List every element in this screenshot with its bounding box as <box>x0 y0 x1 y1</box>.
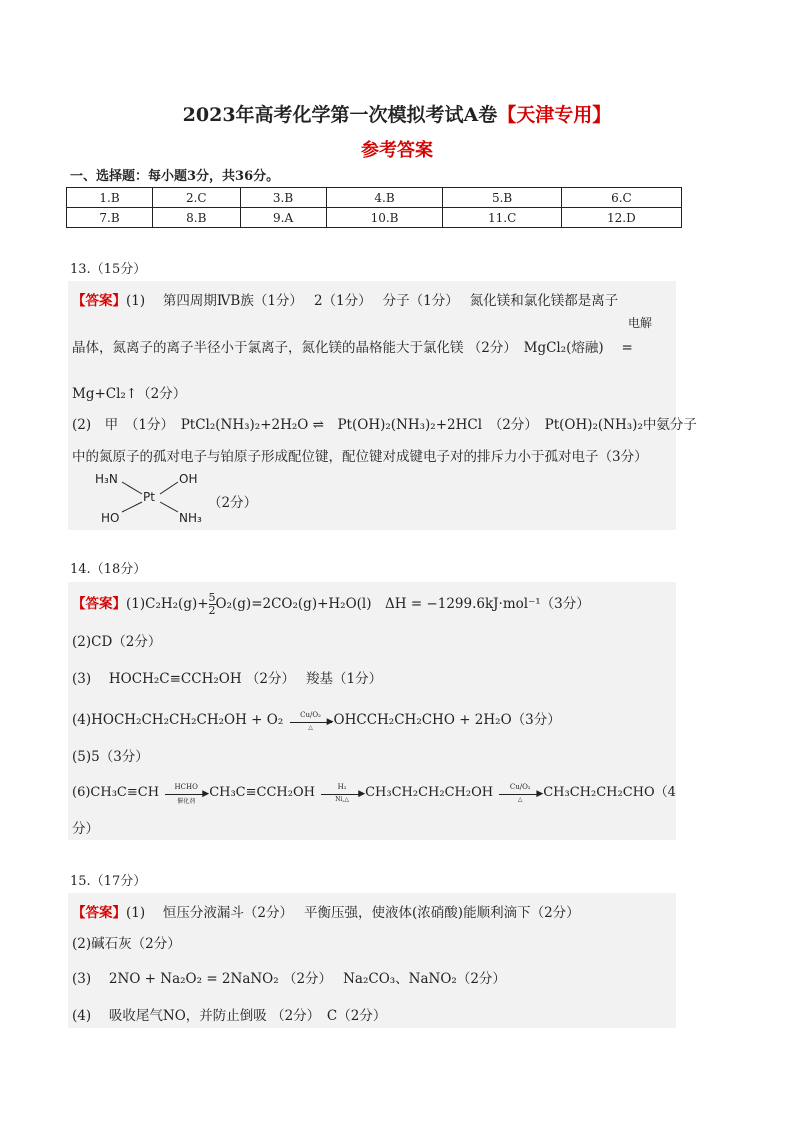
q14-l4-products: OHCCH₂CH₂CHO + 2H₂O（3分） <box>333 712 561 728</box>
arrow-head-icon: ▶ <box>358 788 366 799</box>
answer-table <box>66 187 682 228</box>
q14-line3: (3) HOCH₂C≡CCH₂OH （2分） 羧基（1分） <box>72 671 383 687</box>
ligand-tr: OH <box>179 472 198 486</box>
arrow-condition: HCHO <box>174 782 198 791</box>
q13-line1 <box>72 289 618 309</box>
table-cell: 2.C <box>153 188 241 208</box>
fraction-denominator: 2 <box>208 604 216 617</box>
reaction-arrow <box>319 782 366 803</box>
section1-heading: 一、选择题：每小题3分，共36分。 <box>70 169 280 184</box>
arrow-condition: Cu/O₂ <box>509 782 531 791</box>
q13-line1-text: (1) 第四周期ⅣB族（1分） 2（1分） 分子（1分） 氮化镁和氯化镁都是离子 <box>126 293 619 309</box>
arrow-under: △ <box>517 795 523 803</box>
bond-line <box>160 482 178 494</box>
ligand-br: NH₃ <box>179 511 202 525</box>
table-cell: 10.B <box>326 208 443 228</box>
q14-number: 14.（18分） <box>70 562 147 577</box>
table-row <box>67 208 682 228</box>
q15-number: 15.（17分） <box>70 874 147 889</box>
q14-line7: 分） <box>72 821 99 837</box>
arrow-shaft <box>290 722 332 723</box>
arrow-shaft <box>165 794 207 795</box>
q14-line1 <box>72 592 590 617</box>
table-cell: 12.D <box>561 208 681 228</box>
q14-l6-b: CH₃C≡CCH₂OH <box>209 785 315 800</box>
table-cell: 8.B <box>153 208 241 228</box>
arrow-head-icon: ▶ <box>202 788 210 799</box>
table-cell: 11.C <box>443 208 561 228</box>
q14-l6-a: (6)CH₃C≡CH <box>72 785 160 800</box>
title-tag: 【天津专用】 <box>497 104 612 126</box>
metal-center: Pt <box>143 490 155 504</box>
table-cell: 1.B <box>67 188 153 208</box>
title-text: 2023年高考化学第一次模拟考试A卷 <box>182 104 498 126</box>
bond-line <box>160 502 178 512</box>
bond-line <box>122 502 142 512</box>
fraction <box>209 592 216 617</box>
q14-l6-d: CH₃CH₂CH₂CHO（4 <box>543 785 676 800</box>
arrow-condition: H₂ <box>337 782 347 791</box>
table-cell: 3.B <box>240 188 326 208</box>
table-cell: 7.B <box>67 208 153 228</box>
q15-line1 <box>72 901 580 921</box>
arrow-head-icon: ▶ <box>536 788 544 799</box>
q13-line4: (2) 甲 （1分） PtCl₂(NH₃)₂+2H₂O ⇌ Pt(OH)₂(NH₃)₂+2HCl （2分） Pt(OH)₂(NH₃)₂中氨分子 <box>72 417 697 433</box>
answer-label: 【答案】 <box>72 905 126 921</box>
q13-electrolysis-label: 电解 <box>628 316 653 330</box>
q15-line1-text: (1) 恒压分液漏斗（2分） 平衡压强，使液体(浓硝酸)能顺利滴下（2分） <box>126 905 580 921</box>
bond-line <box>122 482 142 494</box>
ligand-bl: HO <box>101 511 120 525</box>
q13-line2: 晶体，氮离子的离子半径小于氯离子，氮化镁的晶格能大于氯化镁 （2分） MgCl₂(熔融) = <box>72 340 633 356</box>
q15-line2: (2)碱石灰（2分） <box>72 936 181 952</box>
table-cell: 6.C <box>561 188 681 208</box>
q13-number: 13.（15分） <box>70 262 147 277</box>
q14-eq-right: O₂(g)=2CO₂(g)+H₂O(l) ΔH = −1299.6kJ·mol⁻¹（3分） <box>215 596 590 612</box>
page-title <box>0 100 794 127</box>
q13-line5: 中的氮原子的孤对电子与铂原子形成配位键，配位键对成键电子对的排斥力小于孤对电子（3分） <box>72 449 648 465</box>
q15-line4: (4) 吸收尾气NO，并防止倒吸 （2分） C（2分） <box>72 1008 387 1024</box>
reaction-arrow <box>497 782 544 803</box>
table-row <box>67 188 682 208</box>
answer-label: 【答案】 <box>72 596 126 612</box>
answer-label: 【答案】 <box>72 293 126 309</box>
q15-line3: (3) 2NO + Na₂O₂ = 2NaNO₂ （2分） Na₂CO₃、NaNO₂（2分） <box>72 971 506 987</box>
ligand-tl: H₃N <box>95 472 118 486</box>
q14-eq-left: (1)C₂H₂(g)+ <box>126 596 209 612</box>
fraction-numerator: 5 <box>208 591 216 604</box>
arrow-shaft <box>321 794 363 795</box>
q13-line3: Mg+Cl₂↑（2分） <box>72 386 187 402</box>
arrow-head-icon: ▶ <box>326 716 334 727</box>
q14-line2: (2)CD（2分） <box>72 634 162 650</box>
arrow-shaft <box>499 794 541 795</box>
q14-line6 <box>72 781 676 805</box>
table-cell: 5.B <box>443 188 561 208</box>
arrow-under: 催化剂 <box>177 797 196 805</box>
arrow-under: Ni,△ <box>335 795 349 803</box>
q14-line5: (5)5（3分） <box>72 749 149 765</box>
q14-line4 <box>72 708 561 731</box>
reaction-arrow <box>288 710 334 731</box>
table-cell: 4.B <box>326 188 443 208</box>
structure-score: （2分） <box>208 495 258 511</box>
q14-l6-c: CH₃CH₂CH₂CH₂OH <box>365 785 494 800</box>
reaction-arrow <box>163 782 210 805</box>
table-cell: 9.A <box>240 208 326 228</box>
page-subtitle: 参考答案 <box>361 140 433 161</box>
arrow-under: △ <box>308 723 313 731</box>
q14-l4-reactants: (4)HOCH₂CH₂CH₂CH₂OH + O₂ <box>72 712 284 728</box>
arrow-condition: Cu/O₂ <box>300 710 321 719</box>
